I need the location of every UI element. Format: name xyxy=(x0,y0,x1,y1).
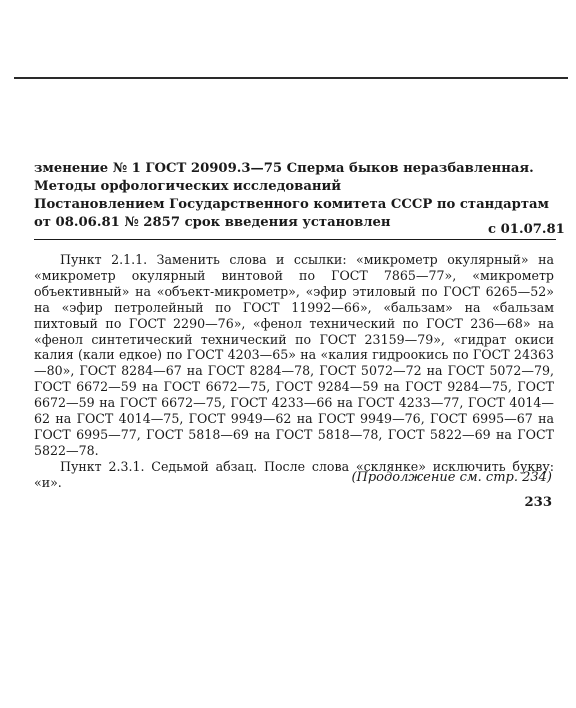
continuation-note: (Продолжение см. стр. 234) xyxy=(351,470,552,485)
amendment-title: зменение № 1 ГОСТ 20909.3—75 Сперма быков неразбавленная. Методы орфологических исследований xyxy=(34,161,534,194)
paragraph-2-1-1: Пункт 2.1.1. Заменить слова и ссылки: «микрометр окулярный» на «микрометр окулярный винтовой по ГОСТ 7865—77», «микрометр объективный» на «объект-микрометр», «эфир этиловый по ГОСТ 6265—52» на «эфир петролейный по ГОСТ 11992—66», «бальзам» на «бальзам пихтовый по ГОСТ 2290—76», «фенол технический по ГОСТ 236—68» на «фенол синтетический технический по ГОСТ 23159—79», «гидрат окиси калия (кали едкое) по ГОСТ 4203—65» на «калия гидроокись по ГОСТ 24363—80», ГОСТ 8284—67 на ГОСТ 8284—78, ГОСТ 5072—72 на ГОСТ 5072—79, ГОСТ 6672—59 на ГОСТ 6672—75, ГОСТ 9284—59 на ГОСТ 9284—75, ГОСТ 6672—59 на ГОСТ 6672—75, ГОСТ 4233—66 на ГОСТ 4233—77, ГОСТ 4014—62 на ГОСТ 4014—75, ГОСТ 9949—62 на ГОСТ 9949—76, ГОСТ 6995—67 на ГОСТ 6995—77, ГОСТ 5818—69 на ГОСТ 5818—78, ГОСТ 5822—69 на ГОСТ 5822—78. xyxy=(34,252,554,458)
decree-text: Постановлением Государственного комитета СССР по стандартам от 08.06.81 № 2857 срок введения установлен xyxy=(34,197,550,230)
body-text xyxy=(34,252,554,491)
top-rule xyxy=(14,77,568,79)
date-divider xyxy=(34,239,556,240)
page-number: 233 xyxy=(524,495,552,510)
effective-date: с 01.07.81 xyxy=(488,222,565,237)
paragraph-2-3-1: Пункт 2.3.1. Седьмой абзац. После слова «склянке» исключить букву: «и». xyxy=(34,458,554,490)
